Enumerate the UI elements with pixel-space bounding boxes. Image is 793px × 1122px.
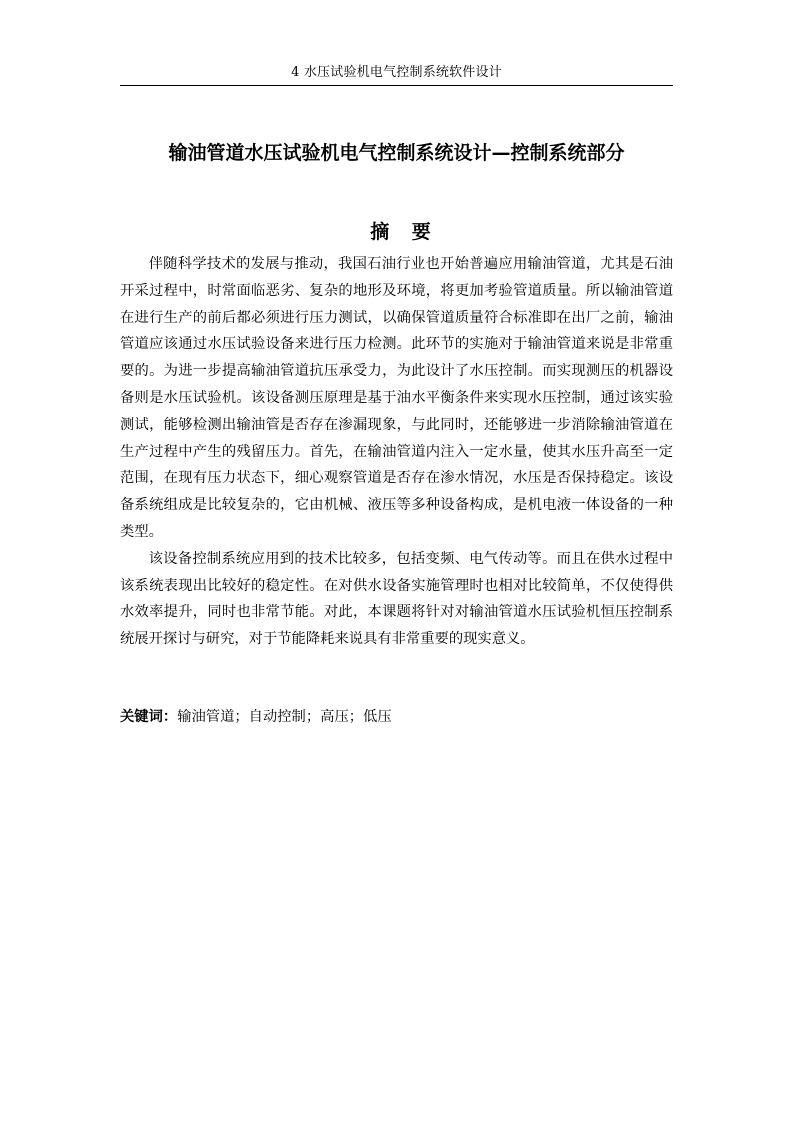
abstract-paragraph-1: 伴随科学技术的发展与推动，我国石油行业也开始普遍应用输油管道，尤其是石油开采过程中，时常面临恶劣、复杂的地形及环境，将更加考验管道质量。所以输油管道在进行生产的前后都必须进行压力测试，以确保管道质量符合标准即在出厂之前，输油管道应该通过水压试验设备来进行压力检测。此环节的实施对于输油管道来说是非常重要的。为进一步提高输油管道抗压承受力，为此设计了水压控制。而实现测压的机器设备则是水压试验机。该设备测压原理是基于油水平衡条件来实现水压控制，通过该实验测试，能够检测出输油管是否存在渗漏现象，与此同时，还能够进一步消除输油管道在生产过程中产生的残留压力。首先，在输油管道内注入一定水量，使其水压升高至一定范围，在现有压力状态下，细心观察管道是否存在渗水情况，水压是否保持稳定。该设备系统组成是比较复杂的，它由机械、液压等多种设备构成，是机电液一体设备的一种类型。 bbox=[120, 256, 673, 540]
header-divider bbox=[120, 85, 673, 86]
document-title: 输油管道水压试验机电气控制系统设计—控制系统部分 bbox=[168, 141, 625, 164]
keywords-line bbox=[120, 706, 673, 728]
running-header: 4 水压试验机电气控制系统软件设计 bbox=[291, 65, 502, 80]
abstract-heading: 摘 要 bbox=[370, 220, 439, 243]
abstract-paragraph-2: 该设备控制系统应用到的技术比较多，包括变频、电气传动等。而且在供水过程中该系统表现出比较好的稳定性。在对供水设备实施管理时也相对比较简单，不仅使得供水效率提升，同时也非常节能。对此，本课题将针对对输油管道水压试验机恒压控制系统展开探讨与研究，对于节能降耗来说具有非常重要的现实意义。 bbox=[120, 550, 673, 648]
keywords-text: 输油管道；自动控制；高压；低压 bbox=[177, 709, 392, 725]
abstract-body bbox=[120, 251, 673, 653]
keywords-label: 关键词： bbox=[120, 709, 178, 725]
